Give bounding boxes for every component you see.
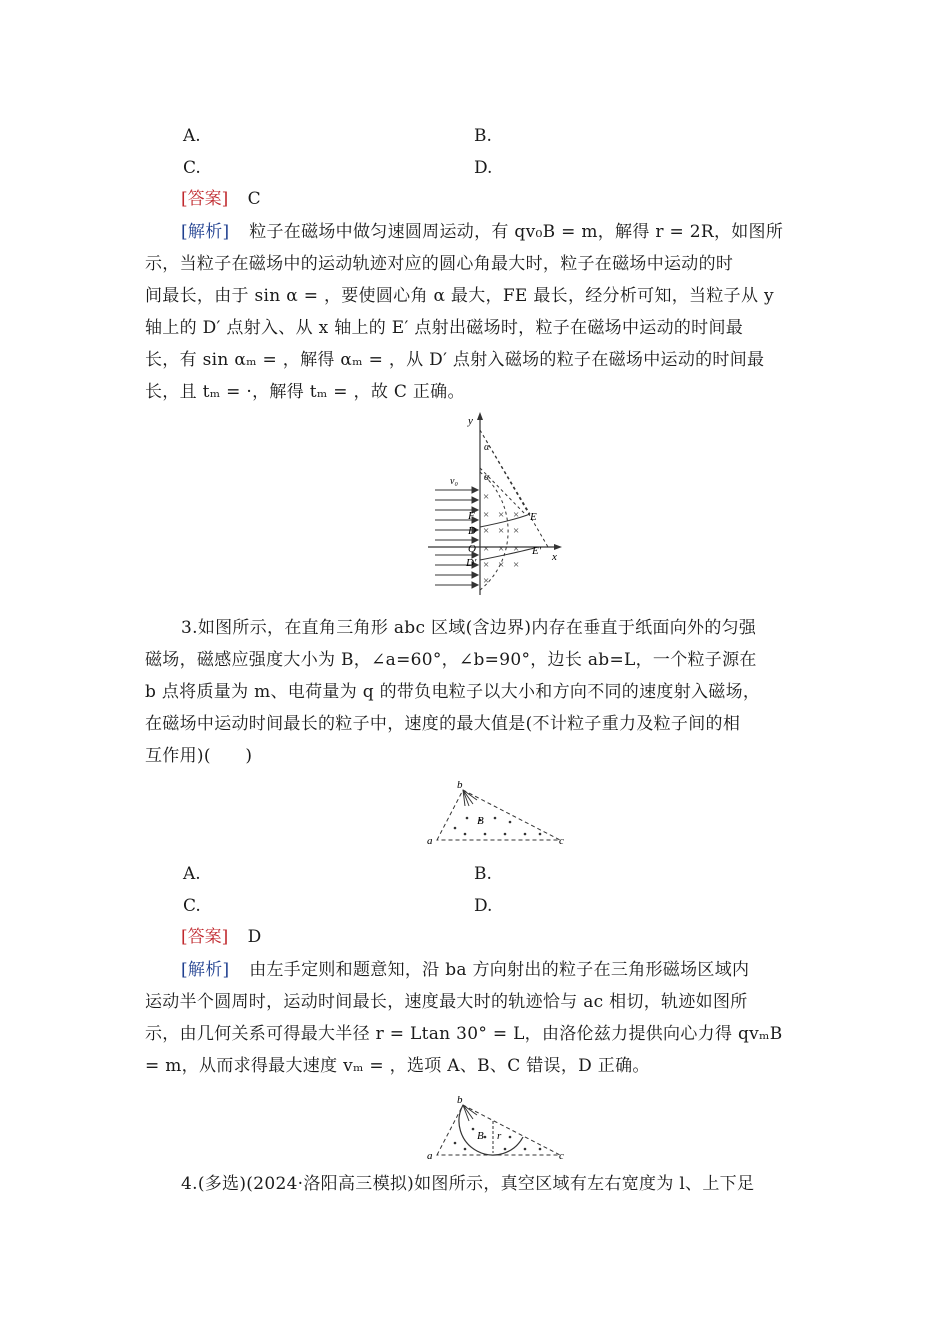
svg-text:×: × [483, 525, 490, 537]
q3-analysis-line-4: = m，从而求得最大速度 vₘ = ，选项 A、B、C 错误，D 正确。 [145, 1056, 650, 1076]
incoming-velocity-arrows [435, 487, 478, 588]
q2-analysis-tag: [解析] [181, 222, 230, 242]
q3-analysis-tag: [解析] [181, 960, 230, 980]
label-o: O [468, 543, 476, 555]
svg-text:×: × [483, 575, 490, 587]
q3-line-3: b 点将质量为 m、电荷量为 q 的带负电粒子以大小和方向不同的速度射入磁场， [145, 682, 761, 702]
q3-option-c: C. [183, 896, 201, 916]
q2-analysis-line-3: 间最长，由于 sin α = ，要使圆心角 α 最大，FE 最长，经分析可知，当粒子从 y [145, 286, 774, 306]
label-d: D [468, 525, 476, 537]
q2-answer-tag: [答案] [181, 189, 229, 209]
q2-option-c: C. [183, 158, 201, 178]
label-b-2: b [457, 1094, 463, 1106]
x-axis-arrow-icon [554, 544, 562, 550]
q3-line-1-text: 3.如图所示，在直角三角形 abc 区域(含边界)内存在垂直于纸面向外的匀强 [181, 618, 757, 638]
label-field-b-2: B [477, 1130, 484, 1142]
q2-option-a: A. [183, 126, 201, 146]
q2-analysis-line-4: 轴上的 D′ 点射入、从 x 轴上的 E′ 点射出磁场时，粒子在磁场中运动的时间最 [145, 318, 744, 338]
label-x: x [552, 551, 557, 563]
label-a-2: a [427, 1150, 433, 1162]
q3-option-a: A. [183, 864, 201, 884]
svg-text:×: × [483, 491, 490, 503]
q2-answer [181, 183, 261, 215]
q3-option-d: D. [474, 896, 493, 916]
label-r: r [497, 1130, 502, 1142]
q3-answer [181, 921, 261, 953]
svg-text:×: × [498, 543, 505, 555]
label-alpha: α [484, 442, 490, 453]
label-b: b [457, 779, 463, 791]
label-f: F [468, 510, 475, 522]
label-field-b: B [477, 815, 484, 827]
q3-analysis-text: 由左手定则和题意知，沿 ba 方向射出的粒子在三角形磁场区域内 [249, 960, 750, 980]
q2-analysis-line-1 [145, 216, 807, 248]
q3-analysis-line-1 [145, 954, 807, 986]
q2-analysis-line-5: 长，有 sin αₘ = ，解得 αₘ = ，从 D′ 点射入磁场的粒子在磁场中运动的时间最 [145, 350, 765, 370]
q3-analysis-figure [425, 1093, 570, 1163]
label-c: c [559, 835, 564, 847]
label-e: E [530, 511, 537, 523]
label-a: a [427, 835, 433, 847]
y-axis-arrow-icon [477, 412, 483, 420]
q3-line-5: 互作用)( ) [145, 746, 253, 766]
q2-answer-value: C [247, 189, 261, 209]
svg-text:×: × [483, 509, 490, 521]
q2-analysis-text: 粒子在磁场中做匀速圆周运动，有 qv₀B = m，解得 r = 2R，如图所 [249, 222, 784, 242]
q2-option-d: D. [474, 158, 493, 178]
q3-line-1 [145, 612, 807, 644]
q3-analysis-line-3: 示，由几何关系可得最大半径 r = Ltan 30° = L，由洛伦兹力提供向心力得 qvₘB [145, 1024, 783, 1044]
svg-text:×: × [483, 543, 490, 555]
field-dots [454, 817, 542, 836]
svg-text:×: × [498, 559, 505, 571]
field-crosses [483, 491, 519, 587]
q2-analysis-line-6: 长，且 tₘ = ·，解得 tₘ = ，故 C 正确。 [145, 382, 465, 402]
svg-text:×: × [513, 543, 520, 555]
q3-line-4: 在磁场中运动时间最长的粒子中，速度的最大值是(不计粒子重力及粒子间的相 [145, 714, 741, 734]
q3-analysis-line-2: 运动半个圆周时，运动时间最长，速度最大时的轨迹恰与 ac 相切，轨迹如图所 [145, 992, 748, 1012]
q2-analysis-line-2: 示，当粒子在磁场中的运动轨迹对应的圆心角最大时，粒子在磁场中运动的时 [145, 254, 734, 274]
label-d-prime: D′ [466, 557, 477, 569]
svg-text:×: × [483, 559, 490, 571]
label-e-prime: E′ [532, 545, 542, 557]
q4-line-1 [145, 1168, 807, 1200]
svg-text:×: × [513, 559, 520, 571]
q3-line-2: 磁场，磁感应强度大小为 B，∠a=60°，∠b=90°，边长 ab=L，一个粒子源在 [145, 650, 757, 670]
label-alpha-m: α [484, 472, 490, 483]
svg-text:×: × [498, 525, 505, 537]
label-y: y [468, 415, 473, 427]
q3-figure [425, 778, 570, 848]
particle-velocity-arrows [463, 790, 477, 806]
svg-text:×: × [513, 509, 520, 521]
label-v0: v₀ [450, 476, 458, 487]
triangle-abc [437, 790, 560, 840]
q4-line-1-text: 4.(多选)(2024·洛阳高三模拟)如图所示，真空区域有左右宽度为 l、上下足 [181, 1174, 755, 1194]
q2-option-b: B. [474, 126, 492, 146]
particle-velocity-arrows-2 [463, 1105, 477, 1121]
q3-answer-tag: [答案] [181, 927, 229, 947]
q3-option-b: B. [474, 864, 492, 884]
label-c-2: c [559, 1150, 564, 1162]
q3-answer-value: D [247, 927, 262, 947]
svg-text:×: × [498, 509, 505, 521]
q2-figure [420, 410, 570, 600]
svg-text:×: × [513, 525, 520, 537]
